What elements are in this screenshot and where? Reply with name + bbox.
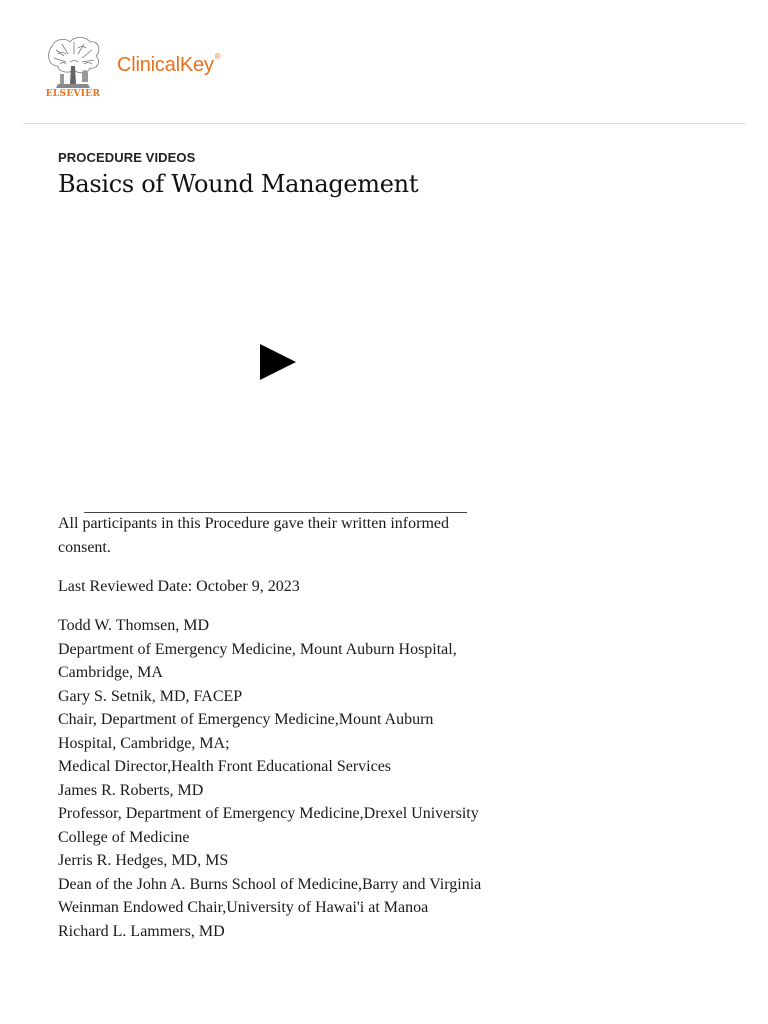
author-line: Medical Director,Health Front Educational Services bbox=[58, 758, 392, 775]
play-icon[interactable] bbox=[258, 342, 298, 382]
header-divider bbox=[23, 123, 746, 124]
author-line: Richard L. Lammers, MD bbox=[58, 922, 225, 940]
elsevier-wordmark[interactable]: ELSEVIER bbox=[45, 89, 101, 99]
clinicalkey-logo[interactable] bbox=[117, 54, 220, 77]
registered-mark: ® bbox=[214, 52, 221, 61]
author-line: Gary S. Setnik, MD, FACEP bbox=[58, 687, 243, 705]
author-line: Chair, Department of Emergency Medicine,Mount Auburn Hospital, Cambridge, MA; bbox=[58, 711, 434, 752]
elsevier-tree-logo-icon[interactable] bbox=[44, 36, 102, 90]
author-line: Dean of the John A. Burns School of Medicine,Barry and Virginia Weinman Endowed Chair,University of Hawai'i at Manoa bbox=[58, 875, 482, 916]
article-body bbox=[58, 512, 488, 943]
content-category: PROCEDURE VIDEOS bbox=[58, 150, 196, 165]
author-line: Todd W. Thomsen, MD bbox=[58, 617, 210, 634]
brand-name: ClinicalKey bbox=[117, 54, 214, 76]
author-line: James R. Roberts, MD bbox=[58, 781, 204, 799]
authors-list bbox=[58, 614, 488, 943]
author-line: Jerris R. Hedges, MD, MS bbox=[58, 852, 229, 869]
page-title: Basics of Wound Management bbox=[58, 170, 419, 198]
site-header bbox=[0, 0, 768, 124]
author-line: Professor, Department of Emergency Medicine,Drexel University College of Medicine bbox=[58, 805, 479, 846]
consent-statement: All participants in this Procedure gave their written informed consent. bbox=[58, 515, 449, 556]
author-line: Department of Emergency Medicine, Mount Auburn Hospital, Cambridge, MA bbox=[58, 640, 457, 681]
last-reviewed-date: Last Reviewed Date: October 9, 2023 bbox=[58, 578, 300, 595]
video-player[interactable] bbox=[58, 215, 498, 511]
